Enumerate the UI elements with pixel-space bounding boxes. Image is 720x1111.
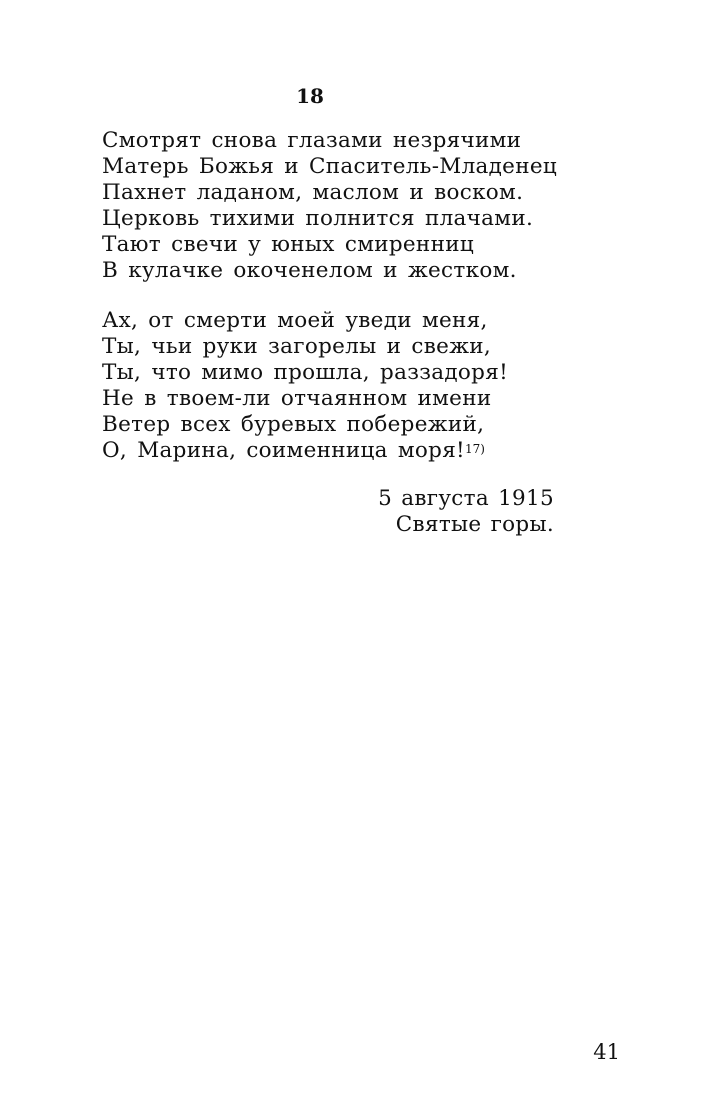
poem-line: Тают свечи у юных смиренниц (102, 232, 474, 257)
signature-place: Святые горы. (395, 512, 554, 537)
signature-block (378, 486, 554, 538)
poem-line: Ветер всех буревых побережий, (102, 412, 485, 437)
stanza-1 (102, 128, 557, 284)
footnote-reference[interactable]: 17) (465, 442, 485, 456)
signature-date: 5 августа 1915 (378, 486, 554, 511)
poem-line: Ах, от смерти моей уведи меня, (102, 308, 488, 333)
poem-line: Пахнет ладаном, маслом и воском. (102, 180, 524, 205)
poem-line: Ты, что мимо прошла, раззадоря! (102, 360, 509, 385)
poem-line: Не в твоем-ли отчаянном имени (102, 386, 492, 411)
poem-line-last (102, 438, 508, 464)
poem-line: Церковь тихими полнится плачами. (102, 206, 534, 231)
poem-line: В кулачке окоченелом и жестком. (102, 258, 517, 283)
poem-line: Матерь Божья и Спаситель-Младенец (102, 154, 557, 179)
poem-number: 18 (296, 84, 324, 108)
poem-line: Смотрят снова глазами незрячими (102, 128, 522, 153)
poem-line: Ты, чьи руки загорелы и свежи, (102, 334, 492, 359)
poem-line-text: О, Марина, соименница моря! (102, 438, 465, 463)
page-number: 41 (593, 1040, 620, 1064)
stanza-2 (102, 308, 508, 464)
